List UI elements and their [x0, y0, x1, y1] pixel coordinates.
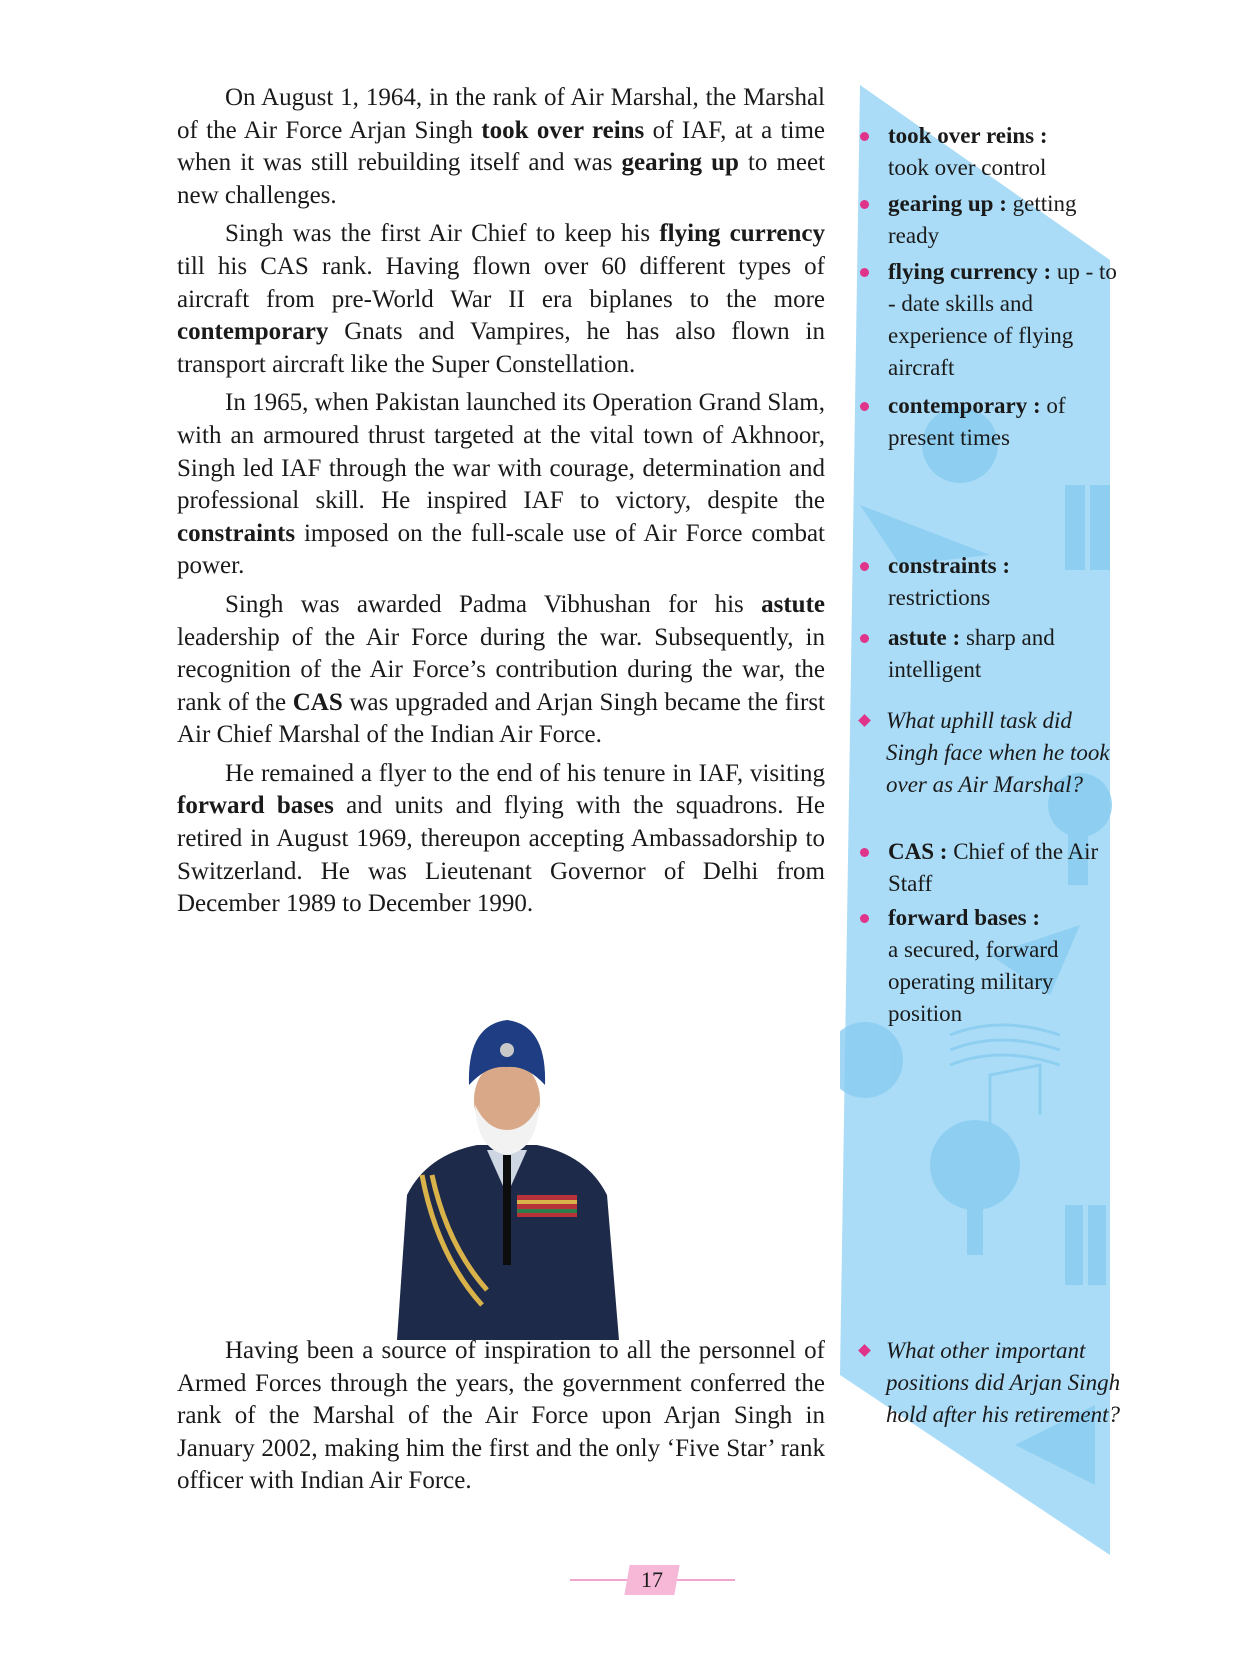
portrait-photo: [387, 1005, 627, 1340]
key-term: astute: [761, 590, 825, 618]
bullet-icon: [860, 200, 869, 209]
text-run: In 1965, when Pakistan launched its Operation Grand Slam, with an armoured thrust targeted at the vital town of Akhnoor, Singh led IAF through the war with courage, determination and professional skill. He inspired IAF to victory, despite the: [177, 389, 825, 515]
paragraph-4: [177, 589, 825, 752]
text-run: Singh was awarded Padma Vibhushan for his: [225, 590, 762, 618]
key-term: gearing up: [621, 149, 739, 177]
diamond-icon: [858, 1344, 871, 1357]
paragraph-1: [177, 82, 825, 212]
key-term: forward bases: [177, 792, 334, 820]
diamond-icon: [858, 714, 871, 727]
glossary-item-forward-bases: forward bases : a secured, forward operating military position: [860, 902, 1130, 1030]
main-text: [177, 82, 825, 927]
glossary-item-took-over-reins: took over reins : took over control: [860, 120, 1130, 184]
paragraph-6: Having been a source of inspiration to all the personnel of Armed Forces through the years, the government conferred the rank of the Marshal of the Air Force upon Arjan Singh in January 2002, making him the first and the only ‘Five Star’ rank officer with Indian Air Force.: [177, 1337, 825, 1495]
text-run: was upgraded and Arjan Singh became the first Air Chief Marshal of the Indian Air Force.: [177, 688, 825, 749]
key-term: contemporary: [177, 318, 329, 346]
footer-rule-left: [570, 1579, 630, 1581]
footer-rule-right: [675, 1579, 735, 1581]
key-term: flying currency: [659, 220, 825, 248]
glossary-item-gearing-up: gearing up : getting ready: [860, 188, 1130, 252]
bullet-icon: [860, 634, 869, 643]
paragraph-3: [177, 387, 825, 583]
key-term: CAS: [292, 688, 343, 716]
text-run: to meet new challenges.: [177, 149, 826, 209]
text-run: Gnats and Vampires, he has also flown in transport aircraft like the Super Constellation.: [177, 318, 825, 378]
paragraph-2: [177, 218, 825, 381]
last-paragraph-block: [177, 1335, 825, 1504]
glossary-item-contemporary: contemporary : of present times: [860, 390, 1130, 454]
text-run: leadership of the Air Force during the war. Subsequently, in recognition of the Air Force’s contribution during the war, the rank of the: [177, 623, 825, 716]
glossary-item-constraints: constraints : restrictions: [860, 550, 1130, 614]
text-run: On August 1, 1964, in the rank of Air Marshal, the Marshal of the Air Force Arjan Singh: [177, 84, 825, 144]
text-run: imposed on the full-scale use of Air Force combat power.: [177, 519, 825, 580]
bullet-icon: [860, 562, 869, 571]
bullet-icon: [860, 402, 869, 411]
text-run: of IAF, at a time when it was still rebuilding itself and was: [177, 116, 825, 177]
text-run: till his CAS rank. Having flown over 60 different types of aircraft from pre-World War II era biplanes to the more: [177, 252, 825, 313]
glossary-item-cas: CAS : Chief of the Air Staff: [860, 836, 1130, 900]
key-term: constraints: [177, 519, 296, 547]
text-run: Singh was the first Air Chief to keep his: [225, 220, 660, 248]
text-run: He remained a flyer to the end of his tenure in IAF, visiting: [225, 759, 825, 787]
bullet-icon: [860, 268, 869, 277]
text-run: and units and flying with the squadrons. He retired in August 1969, thereupon accepting Ambassadorship to Switzerland. He was Lieutenant Governor of Delhi from December 1989 to December 1990.: [177, 792, 825, 918]
glossary-item-astute: astute : sharp and intelligent: [860, 622, 1130, 686]
page-number: 17: [624, 1565, 679, 1595]
question-2: What other important positions did Arjan Singh hold after his retirement?: [856, 1335, 1126, 1431]
bullet-icon: [860, 848, 869, 857]
question-1: What uphill task did Singh face when he took over as Air Marshal?: [856, 705, 1126, 801]
bullet-icon: [860, 132, 869, 141]
page-number-footer: [570, 1565, 735, 1595]
bullet-icon: [860, 914, 869, 923]
key-term: took over reins: [481, 116, 645, 144]
glossary-item-flying-currency: flying currency : up - to - date skills and experience of flying aircraft: [860, 256, 1130, 384]
paragraph-5: [177, 758, 825, 921]
